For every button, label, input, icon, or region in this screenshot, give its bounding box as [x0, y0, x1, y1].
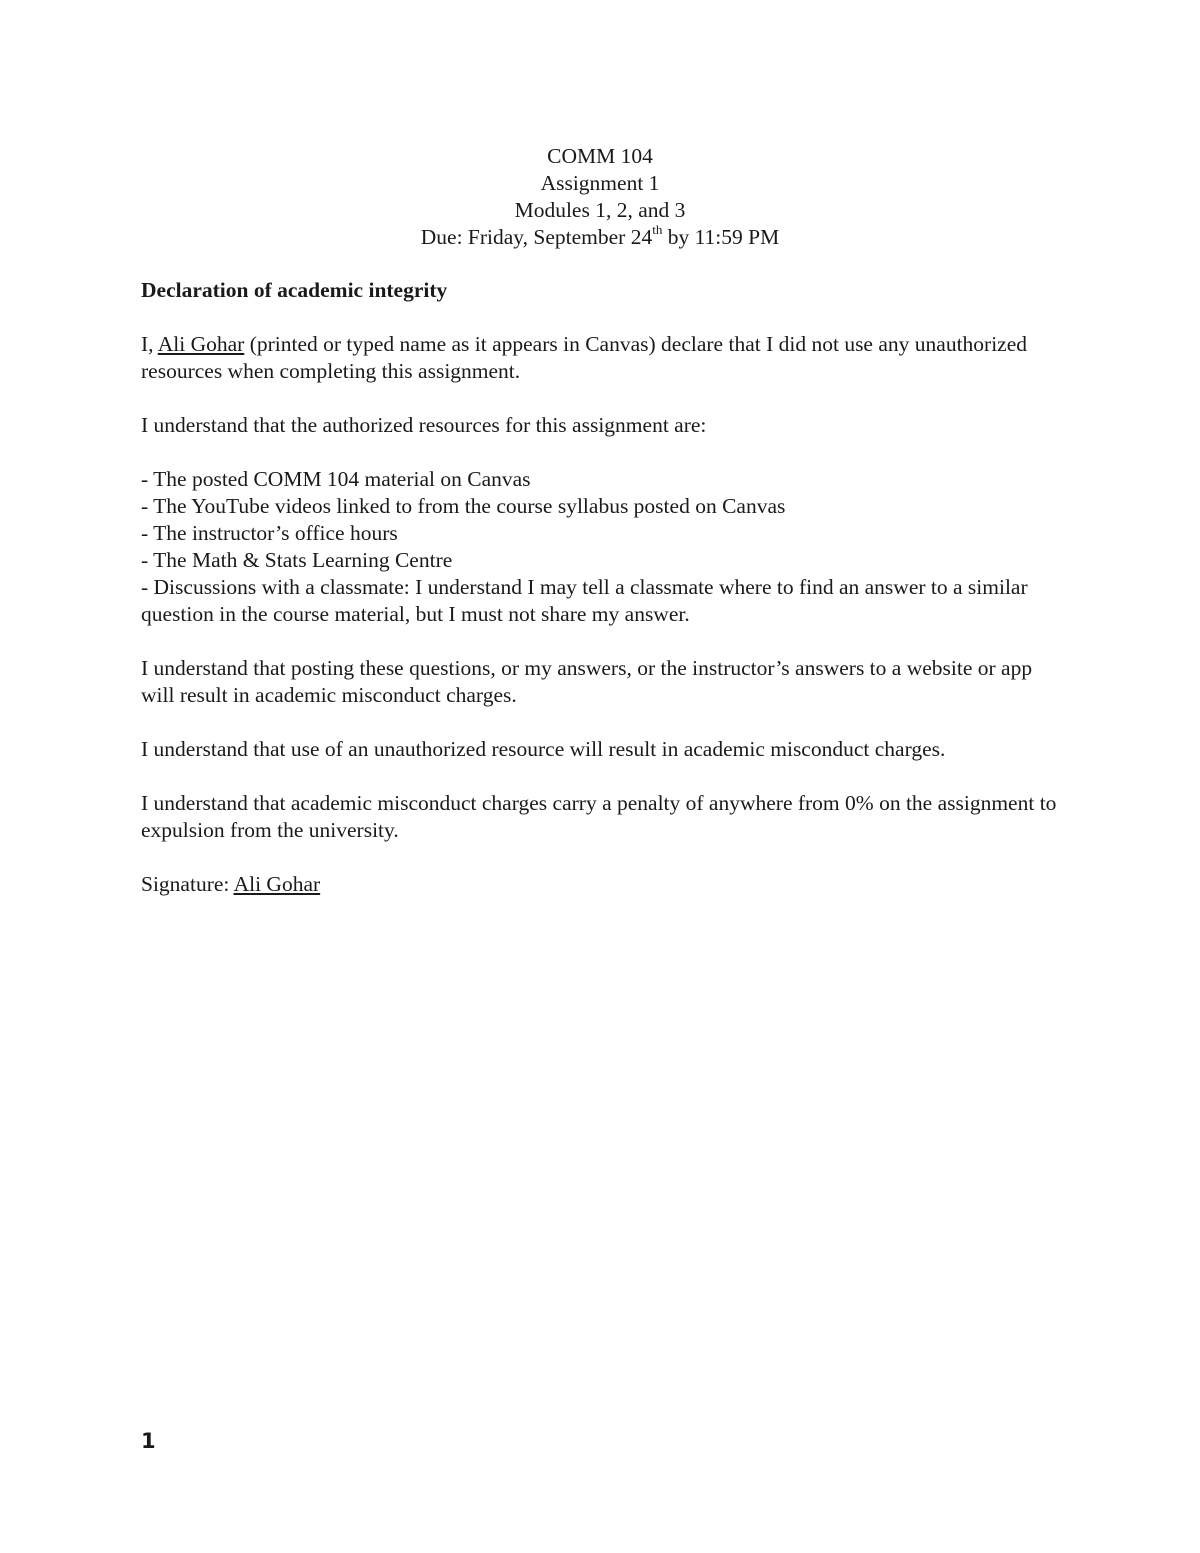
list-item: - The Math & Stats Learning Centre	[141, 548, 453, 572]
declaration-paragraph	[141, 331, 1061, 385]
signature-line	[141, 871, 1061, 898]
section-heading: Declaration of academic integrity	[141, 278, 448, 302]
course-code: COMM 104	[547, 144, 653, 168]
page-number: 1	[141, 1429, 156, 1453]
signature-label: Signature:	[141, 872, 234, 896]
modules-line: Modules 1, 2, and 3	[514, 198, 686, 222]
list-item: - Discussions with a classmate: I understand I may tell a classmate where to find an answer to a similar question in the course material, but I must not share my answer.	[141, 575, 1028, 626]
due-date-prefix: Due: Friday, September 24	[420, 225, 653, 249]
assignment-title: Assignment 1	[540, 171, 660, 195]
document-body	[141, 277, 1061, 925]
due-date-ordinal: th	[652, 221, 663, 237]
list-item: - The posted COMM 104 material on Canvas	[141, 467, 531, 491]
due-date-suffix: by 11:59 PM	[662, 225, 780, 249]
declarant-name: Ali Gohar	[157, 332, 245, 356]
penalty-paragraph: I understand that academic misconduct charges carry a penalty of anywhere from 0% on the assignment to expulsion from the university.	[141, 791, 1057, 842]
signature-name: Ali Gohar	[233, 872, 321, 896]
resources-list	[141, 466, 1061, 628]
declaration-suffix: (printed or typed name as it appears in Canvas) declare that I did not use any unauthorized resources when completing this assignment.	[141, 332, 1028, 383]
document-header	[0, 143, 1200, 251]
due-date-line	[0, 221, 1200, 251]
list-item: - The YouTube videos linked to from the course syllabus posted on Canvas	[141, 494, 786, 518]
resources-intro: I understand that the authorized resources for this assignment are:	[141, 413, 707, 437]
declaration-prefix: I,	[141, 332, 158, 356]
unauthorized-paragraph: I understand that use of an unauthorized resource will result in academic misconduct charges.	[141, 737, 946, 761]
posting-paragraph: I understand that posting these questions, or my answers, or the instructor’s answers to a website or app will result in academic misconduct charges.	[141, 656, 1033, 707]
list-item: - The instructor’s office hours	[141, 521, 398, 545]
